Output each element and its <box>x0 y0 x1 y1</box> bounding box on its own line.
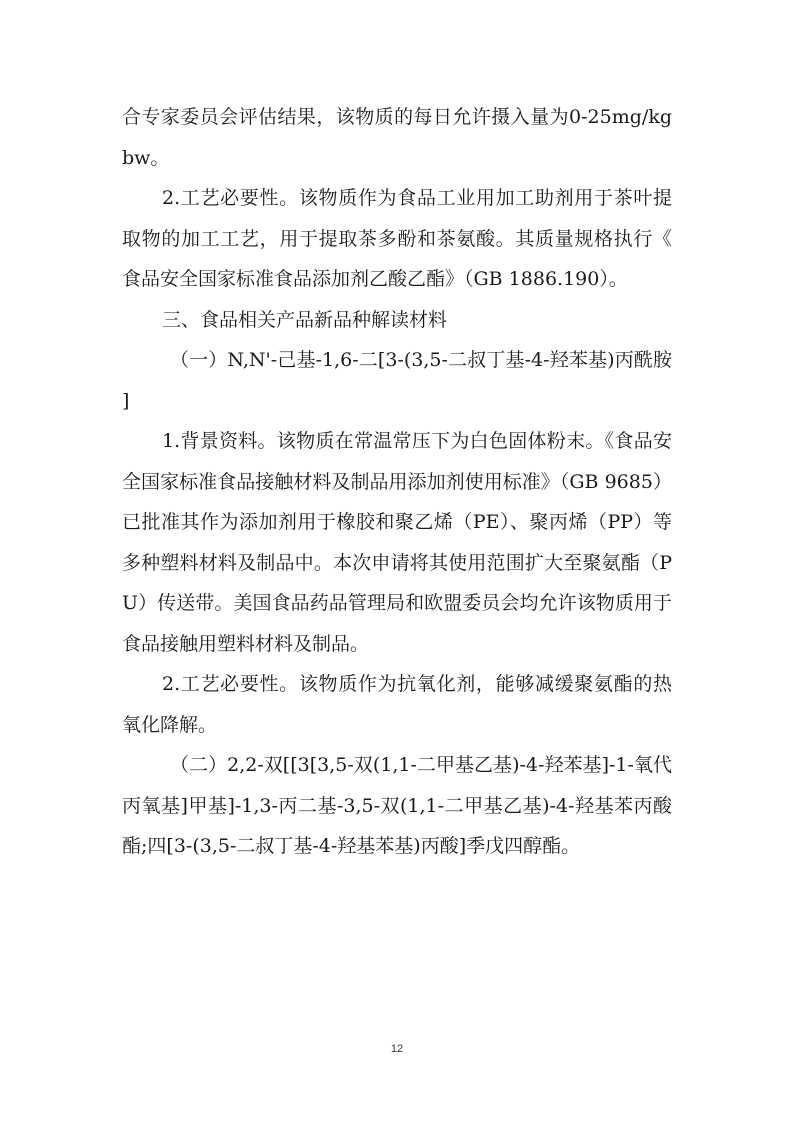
section-heading-3: 三、食品相关产品新品种解读材料 <box>162 308 448 331</box>
paragraph-background-info: 1.背景资料。该物质在常温常压下为白色固体粉末。《食品安全国家标准食品接触材料及制品用添加剂使用标准》（GB 9685）已批准其作为添加剂用于橡胶和聚乙烯（PE）、聚丙烯（PP）等多种塑料材料及制品中。本次申请将其使用范围扩大至聚氨酯（PU）传送带。美国食品药品管理局和欧盟委员会均允许该物质用于食品接触用塑料材料及制品。 <box>122 430 672 655</box>
subsection-heading-1: （一）N,N'-己基-1,6-二[3-(3,5-二叔丁基-4-羟苯基)丙酰胺] <box>122 349 672 412</box>
page-number: 12 <box>390 1043 404 1055</box>
subsection-heading-2: （二）2,2-双[[3[3,5-双(1,1-二甲基乙基)-4-羟苯基]-1-氧代丙氧基]甲基]-1,3-丙二基-3,5-双(1,1-二甲基乙基)-4-羟基苯丙酸酯;四[3-(3,5-二叔丁基-4-羟基苯基)丙酸]季戊四醇酯。 <box>122 754 672 857</box>
body-text <box>122 97 672 867</box>
paragraph-process-necessity-1: 2.工艺必要性。该物质作为食品工业用加工助剂用于茶叶提取物的加工工艺，用于提取茶多酚和茶氨酸。其质量规格执行《食品安全国家标准食品添加剂乙酸乙酯》（GB 1886.190）。 <box>122 187 672 290</box>
paragraph-continuation: 合专家委员会评估结果，该物质的每日允许摄入量为0-25mg/kgbw。 <box>122 106 672 169</box>
paragraph-process-necessity-2: 2.工艺必要性。该物质作为抗氧化剂，能够减缓聚氨酯的热氧化降解。 <box>122 673 672 736</box>
